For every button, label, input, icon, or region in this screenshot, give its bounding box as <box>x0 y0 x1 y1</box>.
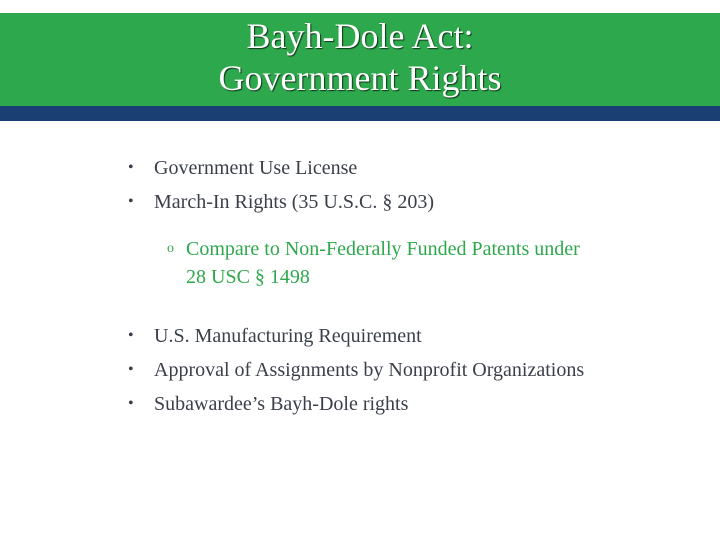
title-rule <box>0 106 720 121</box>
sub-list-item <box>128 235 708 291</box>
slide-title <box>0 15 720 99</box>
sub-item-line-1: Compare to Non-Federally Funded Patents under <box>186 238 580 260</box>
bullet-icon: • <box>128 159 134 176</box>
list-item <box>128 319 708 353</box>
circle-bullet-icon: o <box>167 241 174 256</box>
list-item <box>128 151 708 185</box>
list-item-text: March-In Rights (35 U.S.C. § 203) <box>154 191 434 213</box>
bullet-icon: • <box>128 361 134 378</box>
list-item-text: U.S. Manufacturing Requirement <box>154 325 422 347</box>
list-item <box>128 387 708 421</box>
bullet-list-top <box>128 151 708 219</box>
list-item-text: Subawardee’s Bayh-Dole rights <box>154 393 409 415</box>
slide-title-line-2: Government Rights <box>218 58 502 98</box>
bullet-icon: • <box>128 395 134 412</box>
slide-content <box>128 151 708 421</box>
list-item-text: Approval of Assignments by Nonprofit Organizations <box>154 359 585 381</box>
bullet-icon: • <box>128 327 134 344</box>
bullet-list-bottom <box>128 319 708 421</box>
slide-title-line-1: Bayh-Dole Act: <box>246 16 474 56</box>
list-item-text: Government Use License <box>154 157 358 179</box>
bullet-icon: • <box>128 193 134 210</box>
sub-item-line-2: 28 USC § 1498 <box>186 266 310 288</box>
sub-bullet-list <box>128 235 708 291</box>
list-item <box>128 353 708 387</box>
list-item <box>128 185 708 219</box>
